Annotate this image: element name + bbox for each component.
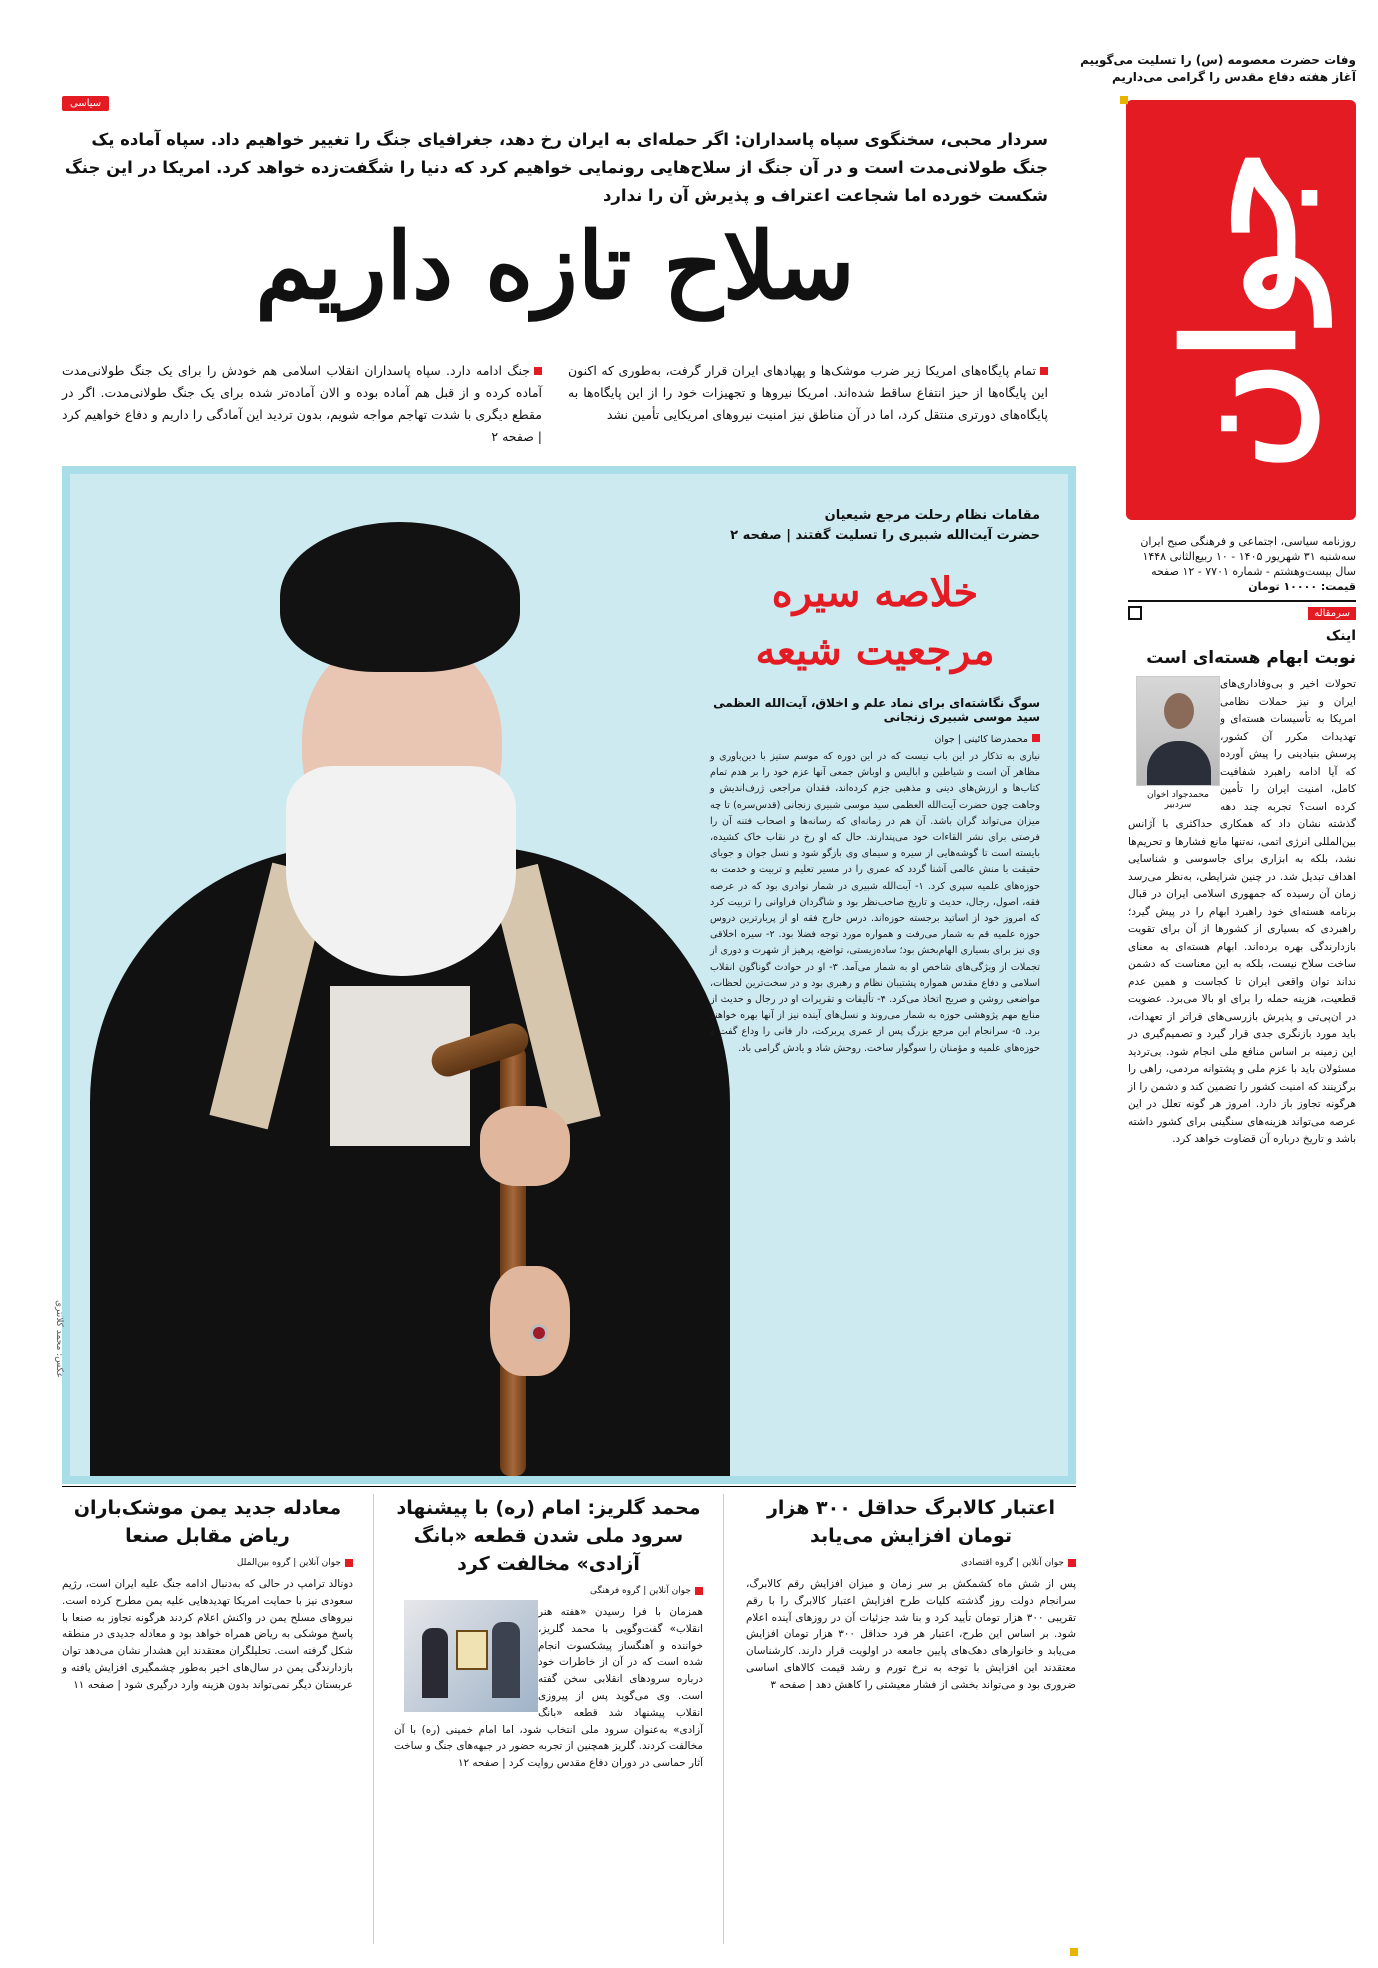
feature-subtitle: سوگ نگاشته‌ای برای نماد علم و اخلاق، آیت‌الله العظمی سید موسی شبیری زنجانی xyxy=(713,696,1040,724)
author-avatar xyxy=(1136,676,1220,786)
photo-frame xyxy=(456,1630,488,1670)
feature-author xyxy=(710,734,1040,745)
portrait-ring xyxy=(530,1324,548,1342)
feature-kicker-2: حضرت آیت‌الله شبیری را تسلیت گفتند | صفحه ۲ xyxy=(730,528,1040,543)
story-coupon-meta-text: جوان آنلاین | گروه اقتصادی xyxy=(961,1558,1064,1568)
issue-price: قیمت: ۱۰۰۰۰ تومان xyxy=(1248,580,1356,593)
story-golriz-body: همزمان با فرا رسیدن «هفته هنر انقلاب» گفت‌وگویی با محمد گلریز، خواننده و آهنگساز پیشکسوت انجام شده است که در آن از خاطرات خود درباره سرودهای انقلابی سخن گفته است. وی می‌گوید پس از پیروزی انقلاب پیشنهاد شد قطعه «بانگ آزادی» به‌عنوان سرود ملی انتخاب شود، اما امام خمینی (ره) با آن مخالفت کردند. گلریز همچنین از تجربه حضور در جبهه‌های جنگ و ساخت آثار حماسی در دوران دفاع مقدس روایت کرد | صفحه ۱۲ xyxy=(394,1606,703,1770)
story-coupon xyxy=(746,1494,1076,1944)
editorial-body: تحولات اخیر و بی‌وفاداری‌های ایران و نیز حملات نظامی امریکا به تأسیسات هسته‌ای و تهدیدات مکرر آن کشور، پرسش بنیادینی را پیش آورده که آیا ادامه راهبرد شفافیت کامل، امنیت ایران را تأمین کرده است؟ تجربه چند دهه گذشته نشان داد که همکاری حداکثری با آژانس بین‌المللی انرژی اتمی، نه‌تنها مانع فشارها و تحریم‌ها نشد، بلکه به ابزاری برای جاسوسی و شناسایی اهداف تبدیل شد. در چنین شرایطی، به‌نظر می‌رسد زمان آن رسیده که جمهوری اسلامی ایران در قبال برنامه هسته‌ای خود راهبرد ابهام را در پیش گیرد؛ راهبردی که بسیاری از کشورها از آن برای تقویت بازدارندگی بهره برده‌اند. ابهام هسته‌ای به معنای ساخت سلاح نیست، بلکه به این معناست که دشمن نداند توان واقعی ایران تا کجاست و همین عدم قطعیت، هزینه حمله را برای او بالا می‌برد. عضویت در ان‌پی‌تی و پذیرش بازرسی‌های فراتر از تعهدات، باید مورد بازنگری جدی قرار گیرد و تصمیم‌گیری در این زمینه بر اساس منافع ملی انجام شود. بی‌تردید مسئولان باید با عزم ملی و پشتوانه مردمی، راهی را برگزینند که امنیت کشور را تضمین کند و دشمن را از هرگونه تجاوز باز دارد. امروز هر گونه تعلل در این عرصه می‌تواند هزینه‌های سنگینی برای کشور داشته باشد و تاریخ درباره آن قضاوت خواهد کرد. xyxy=(1128,678,1356,1145)
issue-tagline: روزنامه سیاسی، اجتماعی و فرهنگی صبح ایران xyxy=(1140,535,1356,548)
feature-author-text: محمدرضا کائینی | جوان xyxy=(934,734,1028,745)
editorial-tag xyxy=(1128,600,1356,620)
story-yemen-meta-text: جوان آنلاین | گروه بین‌الملل xyxy=(236,1558,341,1568)
bullet-square-icon xyxy=(1068,1559,1076,1567)
editorial-title[interactable]: نوبت ابهام هسته‌ای است xyxy=(1146,648,1356,668)
corner-arrow-icon xyxy=(1128,606,1142,620)
feature-title[interactable] xyxy=(710,564,1040,680)
avatar-suit xyxy=(1147,741,1211,785)
feature-title-1: خلاصه سیره xyxy=(771,569,979,616)
feature-body: نیازی به تذکار در این باب نیست که در این دوره که موسم ستیز با دین‌باوری و مظاهر آن است و شیاطین و ابالیس و اوباش جمعی آنها عزم خود را بر هدم تمام کتاب‌ها و ارزش‌های دینی و مذهبی جزم کرده‌اند، فقدان مراجعی ژرف‌اندیش و وجاهت چون حضرت آیت‌الله العظمی سید موسی شبیری زنجانی (قدس‌سره) تا چه میزان می‌تواند گران باشد. آن هم در زمانه‌ای که رسانه‌ها و اصحاب فتنه آن را فرصتی برای نشر القاءات خود می‌پندارند. حال که او رخ در نقاب خاک کشیده، بایسته است تا گوشه‌هایی از سیره و سیمای وی بازگو شود و نسل جوان و جویای حقیقت با منش عالمی آشنا گردد که عمری را در مسیر تعلیم و تربیت و خدمت به حوزه‌های علمیه سپری کرد. ۱- آیت‌الله شبیری در شمار نوادری بود که در عرصه فقه، اصول، رجال، حدیث و تاریخ صاحب‌نظر بود و شاگردان فراوانی را تربیت کرد که امروز خود از اساتید برجسته حوزه‌اند. درس خارج فقه او از پربارترین دروس حوزه علمیه قم به شمار می‌رفت و همواره مورد توجه فضلا بود. ۲- سیره اخلاقی وی نیز برای بسیاری الهام‌بخش بود؛ ساده‌زیستی، تواضع، پرهیز از شهرت و دوری از تجملات از ویژگی‌های شاخص او به شمار می‌آمد. ۳- او در حوادث گوناگون انقلاب اسلامی و دفاع مقدس همواره پشتیبان نظام و رهبری بود و در سخت‌ترین لحظات، مواضعی روشن و صریح اتخاذ می‌کرد. ۴- تألیفات و تقریرات او در رجال و حدیث از منابع مهم پژوهشی حوزه به شمار می‌روند و نسل‌های آینده نیز از آنها بهره خواهند برد. ۵- سرانجام این مرجع بزرگ پس از عمری پربرکت، دار فانی را وداع گفت و حوزه‌های علمیه و مؤمنان را سوگوار ساخت. روحش شاد و یادش گرامی باد. xyxy=(710,751,1041,1054)
author-name: محمدجواد اخوان xyxy=(1147,790,1209,800)
portrait-hand-lower xyxy=(490,1266,570,1376)
issue-date: سه‌شنبه ۳۱ شهریور ۱۴۰۵ - ۱۰ ربیع‌الثانی ۱۴۴۸ xyxy=(1142,550,1356,563)
masthead-notes xyxy=(1076,52,1356,86)
headline-kicker: سردار محبی، سخنگوی سپاه پاسداران: اگر حمله‌ای به ایران رخ دهد، جغرافیای جنگ را تغییر خواهیم داد. سپاه آماده یک جنگ طولانی‌مدت است و در آن جنگ از سلاح‌هایی رونمایی خواهیم کرد که دنیا را شگفت‌زده خواهد کرد. امریکا در این جنگ شکست خورده اما شجاعت اعتراف و پذیرش آن را ندارد xyxy=(64,130,1048,205)
editorial-label[interactable]: سرمقاله xyxy=(1308,607,1356,620)
story-coupon-body: پس از شش ماه کشمکش بر سر زمان و میزان افزایش رقم کالابرگ، سرانجام دولت روز گذشته کلیات طرح افزایش اعتبار کالابرگ را با رقم تقریبی ۳۰۰ هزار تومان تأیید کرد و بنا شد جزئیات آن در روزهای آینده اعلام شود. بر اساس این طرح، اعتبار هر فرد حداقل ۳۰۰ هزار تومان افزایش می‌یابد و خانوارهای دهک‌های پایین جامعه در اولویت قرار دارند. کارشناسان معتقدند این افزایش با توجه به نرخ تورم و رشد قیمت کالاهای اساسی ضروری بود و می‌تواند بخشی از فشار معیشتی را کاهش دهد | صفحه ۳ xyxy=(746,1578,1076,1691)
feature-article xyxy=(710,506,1040,1057)
section-rubric[interactable]: سیاسی xyxy=(62,96,109,111)
avatar-head xyxy=(1164,693,1194,729)
masthead xyxy=(1076,52,1356,593)
lead-left xyxy=(62,360,542,448)
author-caption xyxy=(1136,790,1220,810)
story-yemen-body: دونالد ترامپ در حالی که به‌دنبال ادامه جنگ علیه ایران است، رژیم سعودی نیز با حمایت امریکا تهدیدهایی علیه یمن مطرح کرده است. نیروهای مسلح یمن در واکنش اعلام کردند هرگونه تجاوز به صنعا با پاسخ موشکی به ریاض همراه خواهد بود و معادله جدیدی در منطقه شکل گرفته است. تحلیلگران معتقدند این هشدار نشان می‌دهد توان بازدارندگی یمن در سال‌های اخیر به‌طور چشمگیری افزایش یافته و عربستان دیگر نمی‌تواند بدون هزینه وارد درگیری شود | صفحه ۱۱ xyxy=(62,1578,353,1691)
story-yemen-meta xyxy=(62,1558,353,1568)
feature-title-2: مرجعیت شیعه xyxy=(755,627,995,674)
masthead-note-1: وفات حضرت معصومه (س) را تسلیت می‌گوییم xyxy=(1080,53,1356,67)
story-golriz-meta xyxy=(394,1586,703,1596)
story-golriz-meta-text: جوان آنلاین | گروه فرهنگی xyxy=(589,1586,691,1596)
logo-text: جوان xyxy=(1153,148,1329,472)
lead-left-text: جنگ ادامه دارد. سپاه پاسداران انقلاب اسلامی هم خودش را برای یک جنگ طولانی‌مدت آماده کرده و از قبل هم آماده بوده و الان آماده‌تر شده برای یک جنگ طولانی‌مدت. اگر در مقطع دیگری با شدت تهاجم مواجه شویم، بدون تردید این آمادگی را داریم و دفاع خواهیم کرد | صفحه ۲ xyxy=(62,363,542,444)
issue-number: سال بیست‌وهشتم - شماره ۷۷۰۱ - ۱۲ صفحه xyxy=(1151,565,1356,578)
photo-person-right xyxy=(492,1622,520,1698)
portrait-hand-upper xyxy=(480,1106,570,1186)
main-headline[interactable]: سلاح تازه داریم xyxy=(255,212,855,320)
divider xyxy=(62,1486,1076,1487)
author-role: سردبیر xyxy=(1164,800,1192,810)
bullet-square-icon xyxy=(1032,734,1040,742)
yellow-marker-icon xyxy=(1120,96,1128,104)
photo-credit: عکس: محمد کلانتری xyxy=(54,1300,64,1379)
bottom-stories xyxy=(62,1494,1076,1944)
bullet-square-icon xyxy=(534,367,542,375)
issue-info xyxy=(1126,534,1356,594)
bullet-square-icon xyxy=(1040,367,1048,375)
bullet-square-icon xyxy=(345,1559,353,1567)
story-yemen-title[interactable]: معادله جدید یمن موشک‌باران ریاض مقابل صنعا xyxy=(73,1497,342,1547)
feature-background xyxy=(70,474,1068,1476)
story-golriz-title[interactable]: محمد گلریز: امام (ره) با پیشنهاد سرود ملی شدن قطعه «بانگ آزادی» مخالفت کرد xyxy=(396,1497,701,1575)
masthead-note-2: آغاز هفته دفاع مقدس را گرامی می‌داریم xyxy=(1111,70,1356,84)
newspaper-logo[interactable] xyxy=(1126,100,1356,520)
lead-right-text: تمام پایگاه‌های امریکا زیر ضرب موشک‌ها و پهپادهای ایران قرار گرفت، به‌طوری که اکنون این پایگاه‌ها از حیز انتفاع ساقط شده‌اند. امریکا نیروها و تجهیزات خود را از این پایگاه‌ها به پایگاه‌های دورتری منتقل کرد، اما در آن مناطق نیز امنیت نیروهای امریکایی تأمین نشد xyxy=(568,363,1048,422)
bullet-square-icon xyxy=(695,1587,703,1595)
lead-right xyxy=(568,360,1048,426)
story-coupon-meta xyxy=(746,1558,1076,1568)
feature-box xyxy=(62,466,1076,1484)
story-yemen xyxy=(62,1494,374,1944)
story-coupon-title[interactable]: اعتبار کالابرگ حداقل ۳۰۰ هزار تومان افزایش می‌یابد xyxy=(766,1497,1056,1547)
feature-kicker-1: مقامات نظام رحلت مرجع شیعیان xyxy=(824,508,1040,523)
portrait-beard xyxy=(286,766,516,976)
yellow-marker-icon xyxy=(1070,1948,1078,1956)
editorial-column xyxy=(1128,600,1356,1149)
photo-person-left xyxy=(422,1628,448,1698)
editorial-kicker: اینک xyxy=(1325,628,1356,644)
story-golriz-photo xyxy=(404,1600,538,1712)
story-golriz xyxy=(394,1494,724,1944)
portrait-turban xyxy=(280,522,520,672)
feature-kicker xyxy=(710,506,1040,546)
